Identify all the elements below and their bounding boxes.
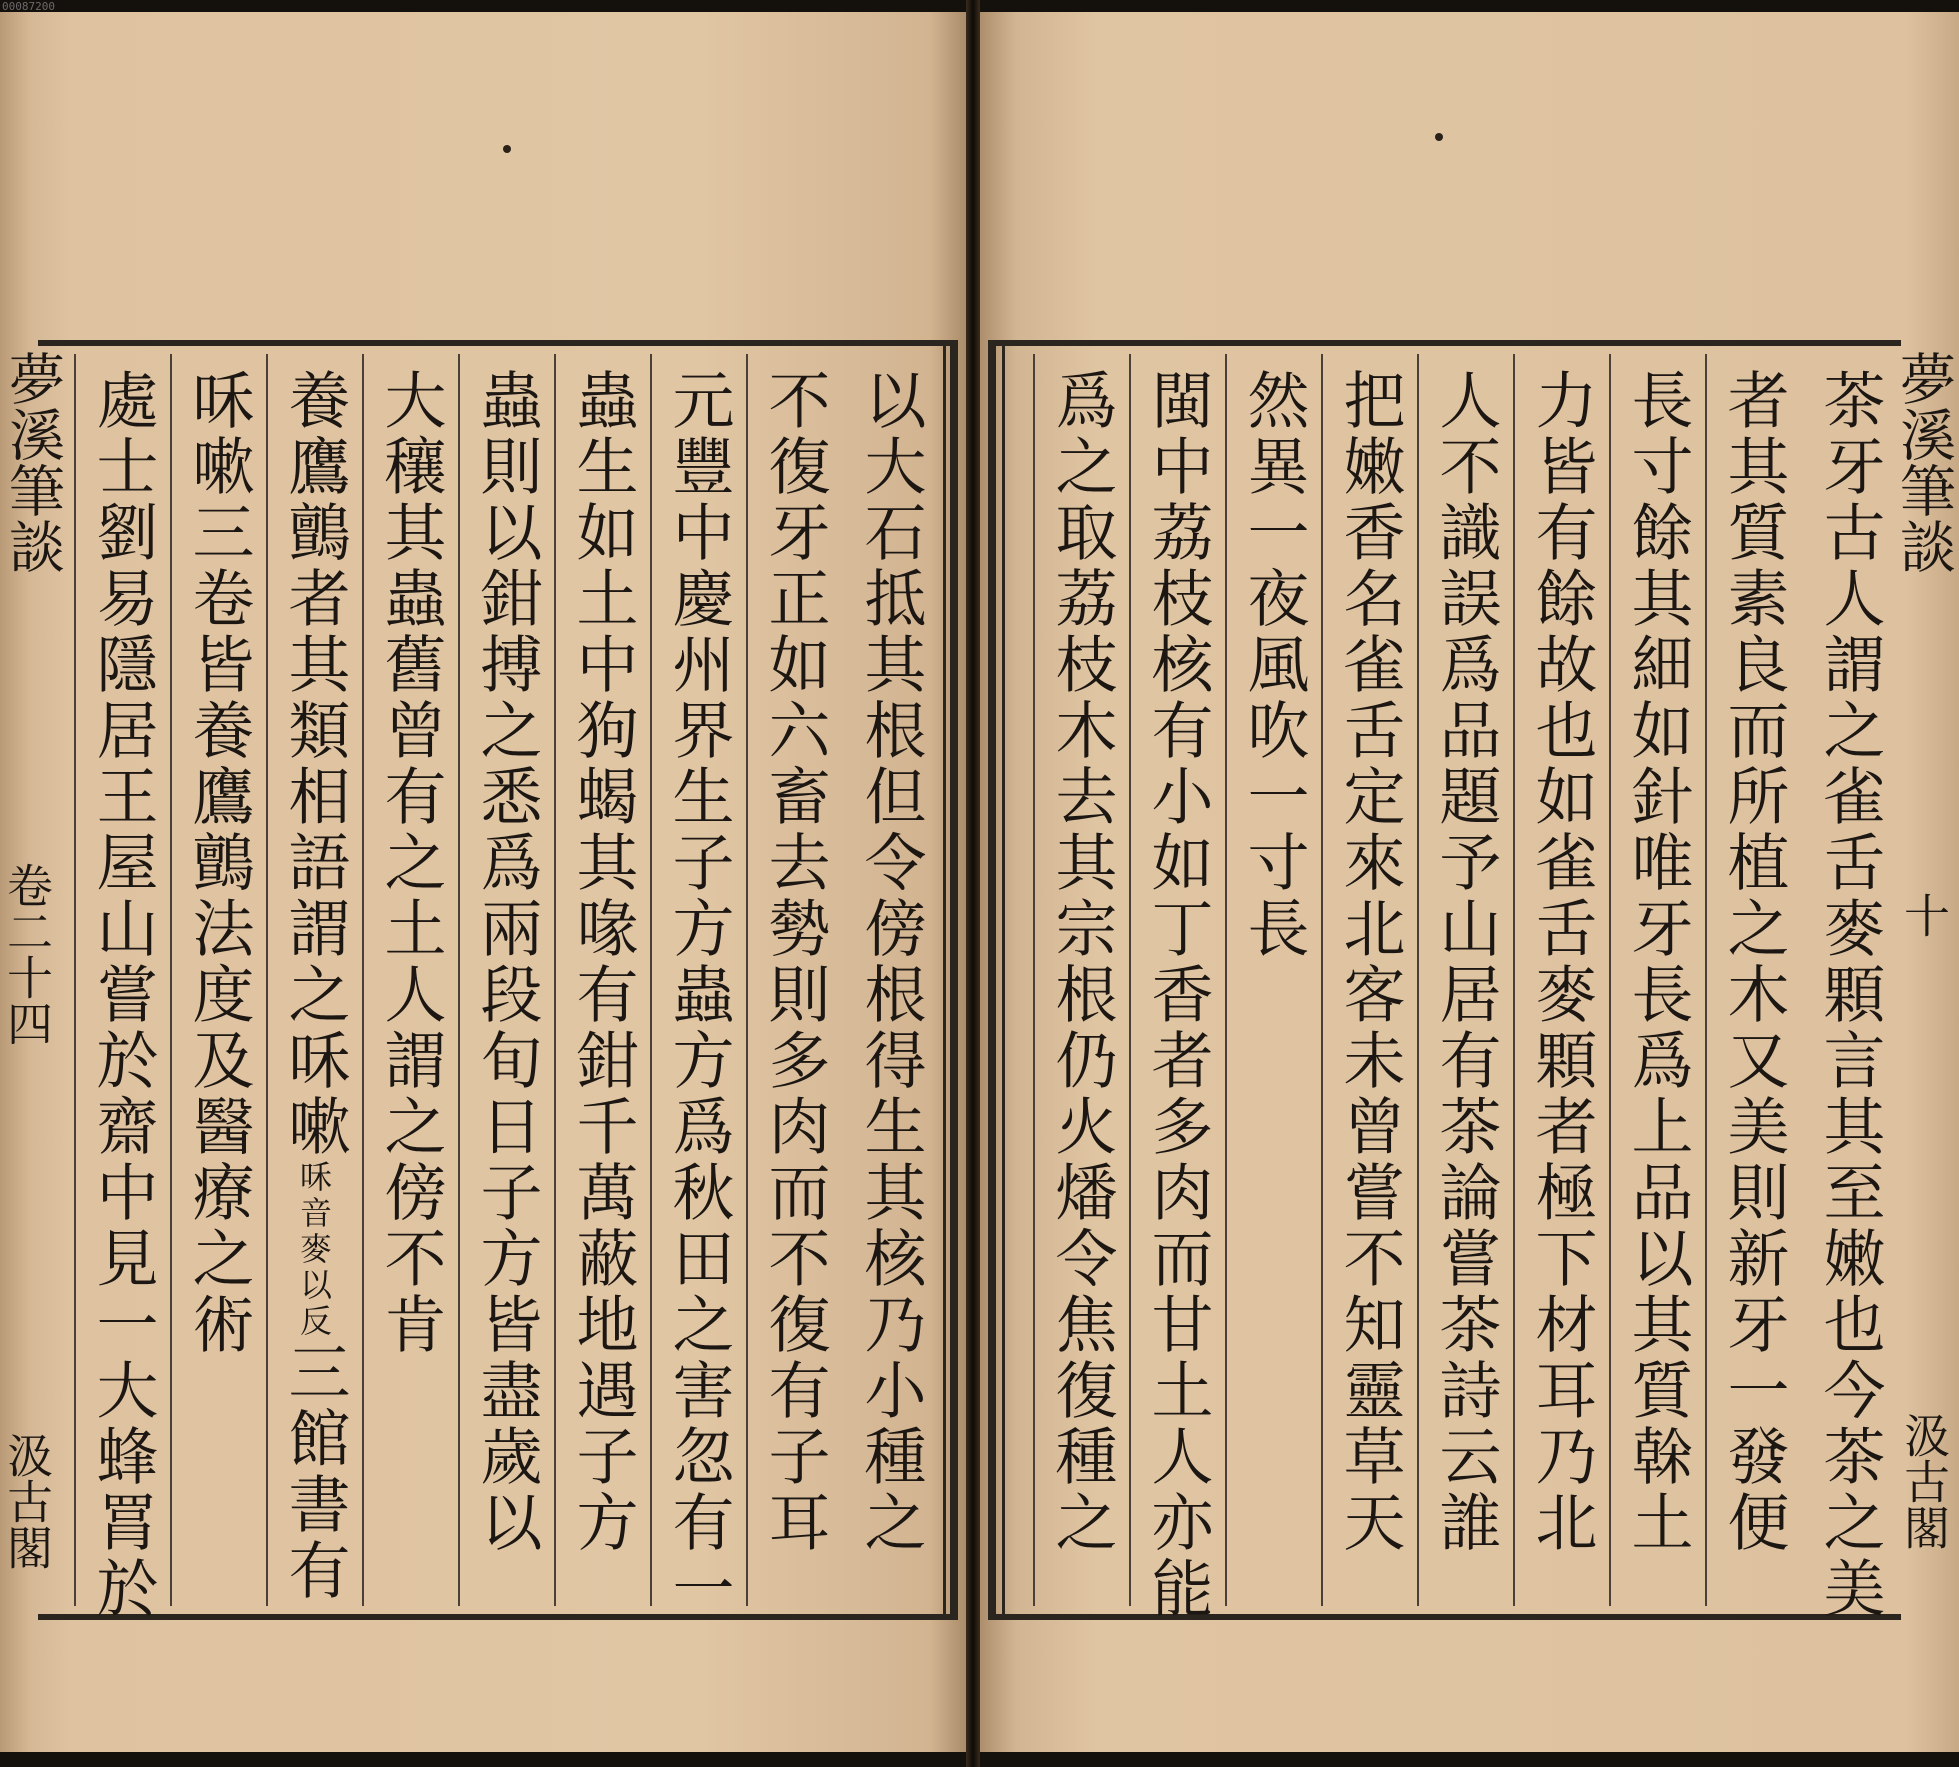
left-col-7 bbox=[266, 354, 362, 1606]
right-col-8: 閩中荔枝核有小如丁香者多肉而甘土人亦能 bbox=[1129, 354, 1225, 1606]
left-col-7-note-c: 三館書有 bbox=[278, 1340, 351, 1604]
left-col-4: 蟲生如土中狗蝎其喙有鉗千萬蔽地遇子方 bbox=[554, 354, 650, 1606]
left-col-5: 蟲則以鉗搏之悉爲兩段旬日子方皆盡歲以 bbox=[458, 354, 554, 1606]
left-col-8: 咊嗽三卷皆養鷹鸇法度及醫療之術 bbox=[170, 354, 266, 1606]
left-text-frame bbox=[38, 340, 958, 1620]
left-col-7-text: 養鷹鸇者其類相語謂之咊嗽 bbox=[278, 368, 351, 1160]
book-spine bbox=[966, 0, 980, 1767]
left-col-9: 處士劉易隱居王屋山嘗於齋中見一大蜂罥於 bbox=[74, 354, 170, 1606]
right-col-3: 長寸餘其細如針唯牙長爲上品以其質榦土 bbox=[1609, 354, 1705, 1606]
right-col-1: 茶牙古人謂之雀舌麥顆言其至嫩也今茶之美 bbox=[1813, 368, 1886, 1622]
right-margin-title: 夢溪筆談 bbox=[1891, 350, 1956, 574]
right-margin-leaf: 十 bbox=[1897, 892, 1951, 938]
right-text-frame bbox=[988, 340, 1901, 1620]
right-margin-publisher: 汲古閣 bbox=[1897, 1412, 1951, 1550]
left-col-7-note: 咊音麥 bbox=[295, 1160, 333, 1268]
left-col-6: 大穰其蟲舊曾有之土人謂之傍不肯 bbox=[362, 354, 458, 1606]
right-col-7: 然異一夜風吹一寸長 bbox=[1225, 354, 1321, 1606]
right-col-4: 力皆有餘故也如雀舌麥顆者極下材耳乃北 bbox=[1513, 354, 1609, 1606]
left-margin-publisher: 汲古閣 bbox=[0, 1432, 54, 1570]
left-margin-volume: 卷二十四 bbox=[0, 862, 54, 1046]
left-col-3: 元豐中慶州界生子方蟲方爲秋田之害忽有一 bbox=[650, 354, 746, 1606]
left-margin-title: 夢溪筆談 bbox=[0, 350, 65, 574]
right-page bbox=[976, 12, 1959, 1752]
right-col-6: 把嫩香名雀舌定來北客未曾嘗不知靈草天 bbox=[1321, 354, 1417, 1606]
right-col-2: 者其質素良而所植之木又美則新牙一發便 bbox=[1705, 354, 1801, 1606]
left-col-1: 以大石抵其根但令傍根得生其核乃小種之 bbox=[854, 368, 927, 1556]
left-col-2: 不復牙正如六畜去勢則多肉而不復有子耳 bbox=[746, 354, 842, 1606]
right-col-9: 爲之取荔枝木去其宗根仍火燔令焦復種之 bbox=[1033, 354, 1129, 1606]
scan-id: 00087200 bbox=[2, 0, 55, 13]
left-page bbox=[0, 12, 970, 1752]
right-col-5: 人不識誤爲品題予山居有茶論嘗茶詩云誰 bbox=[1417, 354, 1513, 1606]
ink-dot bbox=[1435, 133, 1443, 141]
ink-dot bbox=[503, 145, 511, 153]
left-col-7-note-b: 以反 bbox=[295, 1268, 333, 1340]
